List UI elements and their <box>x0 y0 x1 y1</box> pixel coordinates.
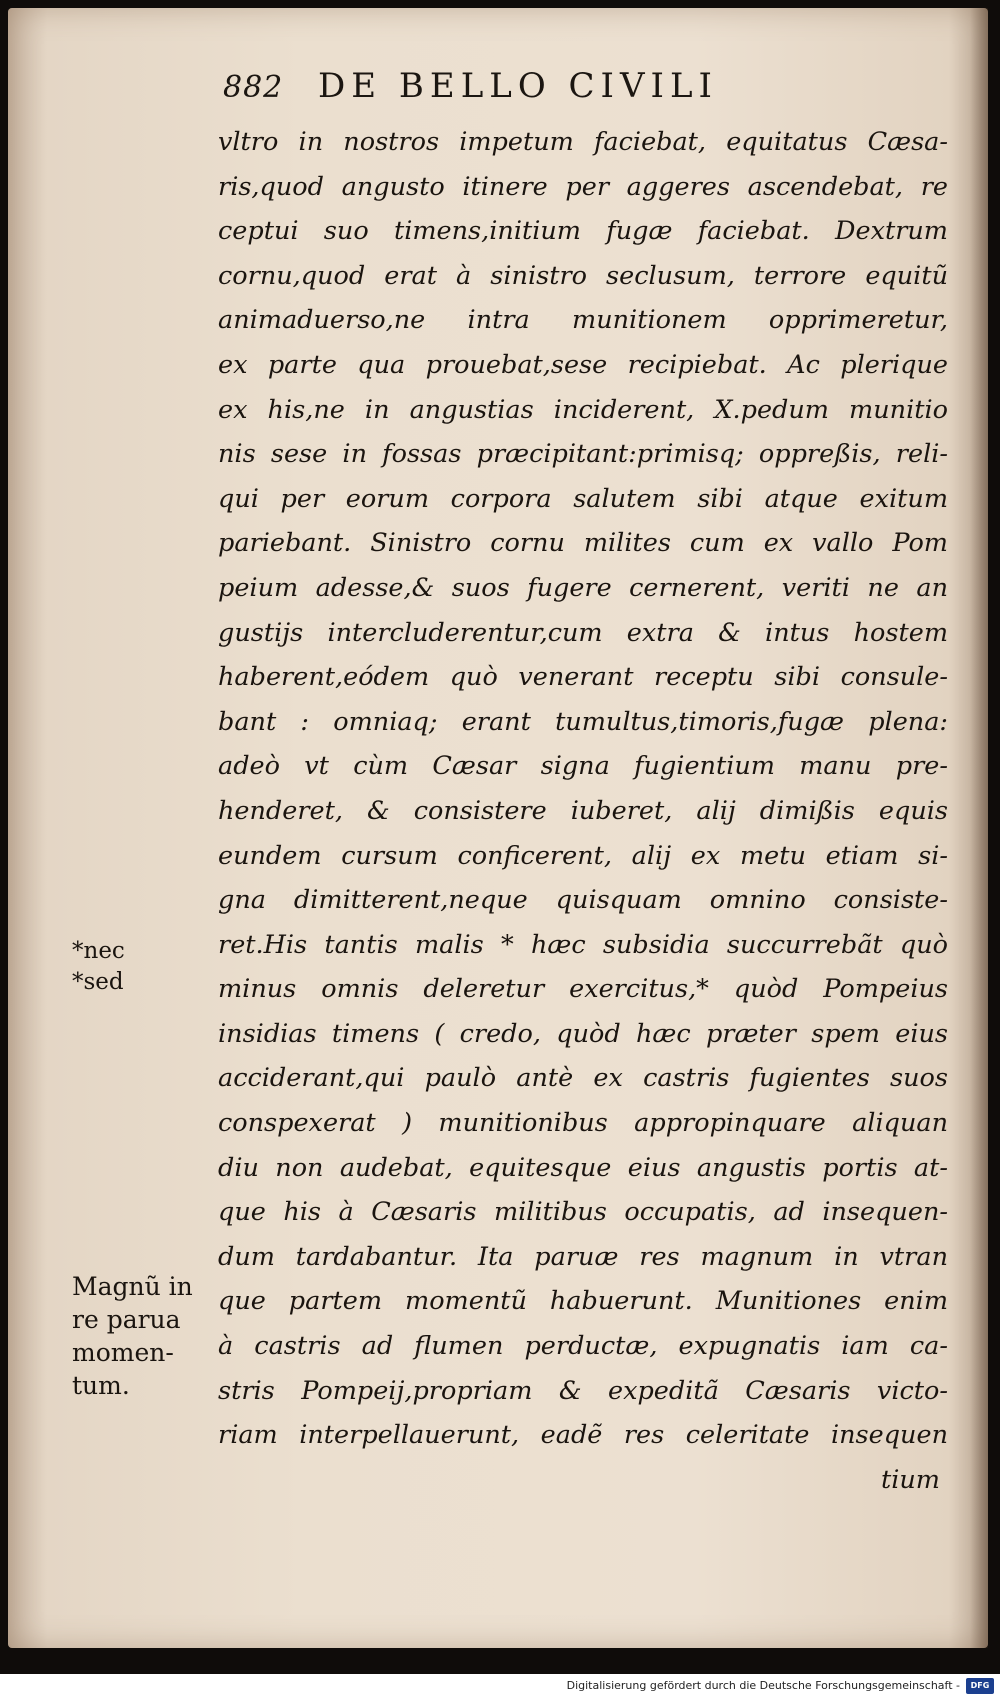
text-line: conspexerat ) munitionibus appropinquare aliquan <box>218 1108 948 1139</box>
dfg-logo-icon: DFG <box>966 1678 994 1694</box>
margin-summary-line: tum. <box>72 1371 130 1400</box>
book-page <box>8 8 988 1648</box>
page-header <box>223 66 843 116</box>
margin-summary-line: momen- <box>72 1338 174 1367</box>
text-line: vltro in nostros impetum faciebat, equitatus Cæsa- <box>218 127 948 157</box>
digitization-footer <box>0 1674 1000 1700</box>
text-line: que his à Cæsaris militibus occupatis, ad insequen- <box>218 1197 948 1228</box>
text-line: pariebant. Sinistro cornu milites cum ex vallo Pom <box>218 528 948 559</box>
text-line: ex parte qua prouebat,sese recipiebat. Ac plerique <box>218 349 948 380</box>
text-line: gustijs intercluderentur,cum extra & intus hostem <box>218 617 948 648</box>
funding-credit: Digitalisierung gefördert durch die Deutsche Forschungsgemeinschaft - <box>566 1679 960 1692</box>
text-line: eundem cursum conficerent, alij ex metu etiam si- <box>218 840 948 871</box>
text-line: ris,quod angusto itinere per aggeres ascendebat, re <box>218 171 948 202</box>
main-text-block <box>218 120 948 1502</box>
margin-variant-note: *nec <box>72 938 125 964</box>
text-line: insidias timens ( credo, quòd hæc præter spem eius <box>218 1018 948 1049</box>
margin-variant-notes <box>72 936 125 998</box>
text-line: à castris ad flumen perductæ, expugnatis iam ca- <box>218 1331 948 1362</box>
text-line: henderet, & consistere iuberet, alij dimißis equis <box>218 795 948 826</box>
text-line: nis sese in fossas præcipitant:primisq; oppreßis, reli- <box>218 439 948 470</box>
running-title: DE BELLO CIVILI <box>318 66 718 106</box>
margin-summary-line: Magnũ in <box>72 1272 193 1301</box>
text-line: peium adesse,& suos fugere cernerent, veriti ne an <box>218 572 948 603</box>
text-line: riam interpellauerunt, eadẽ res celeritate insequen <box>218 1420 948 1451</box>
margin-variant-note: *sed <box>72 969 124 995</box>
margin-summary-note <box>72 1270 193 1402</box>
text-line: dum tardabantur. Ita paruæ res magnum in vtran <box>218 1241 948 1272</box>
text-line: stris Pompeij,propriam & expeditã Cæsaris victo- <box>218 1375 948 1406</box>
margin-summary-line: re parua <box>72 1305 181 1334</box>
text-line: acciderant,qui paulò antè ex castris fugientes suos <box>218 1063 948 1094</box>
text-line: adeò vt cùm Cæsar signa fugientium manu pre- <box>218 751 948 782</box>
text-line: ceptui suo timens,initium fugæ faciebat. Dextrum <box>218 216 948 247</box>
text-line: minus omnis deleretur exercitus,* quòd Pompeius <box>218 974 948 1005</box>
text-line: qui per eorum corpora salutem sibi atque exitum <box>218 483 948 514</box>
text-line: ret.His tantis malis * hæc subsidia succurrebãt quò <box>218 929 948 960</box>
catchword: tium <box>880 1464 940 1495</box>
text-line: animaduerso,ne intra munitionem opprimeretur, <box>218 305 948 336</box>
text-line: bant : omniaq; erant tumultus,timoris,fugæ plena: <box>218 706 948 737</box>
text-line: haberent,eódem quò venerant receptu sibi consule- <box>218 662 948 693</box>
page-number: 882 <box>223 70 284 105</box>
text-line: ex his,ne in angustias inciderent, X.pedum munitio <box>218 394 948 425</box>
text-line: gna dimitterent,neque quisquam omnino consiste- <box>218 885 948 916</box>
text-line: cornu,quod erat à sinistro seclusum, terrore equitũ <box>218 260 948 291</box>
text-line: diu non audebat, equitesque eius angustis portis at- <box>218 1152 948 1183</box>
text-line: que partem momentũ habuerunt. Munitiones enim <box>218 1286 948 1317</box>
